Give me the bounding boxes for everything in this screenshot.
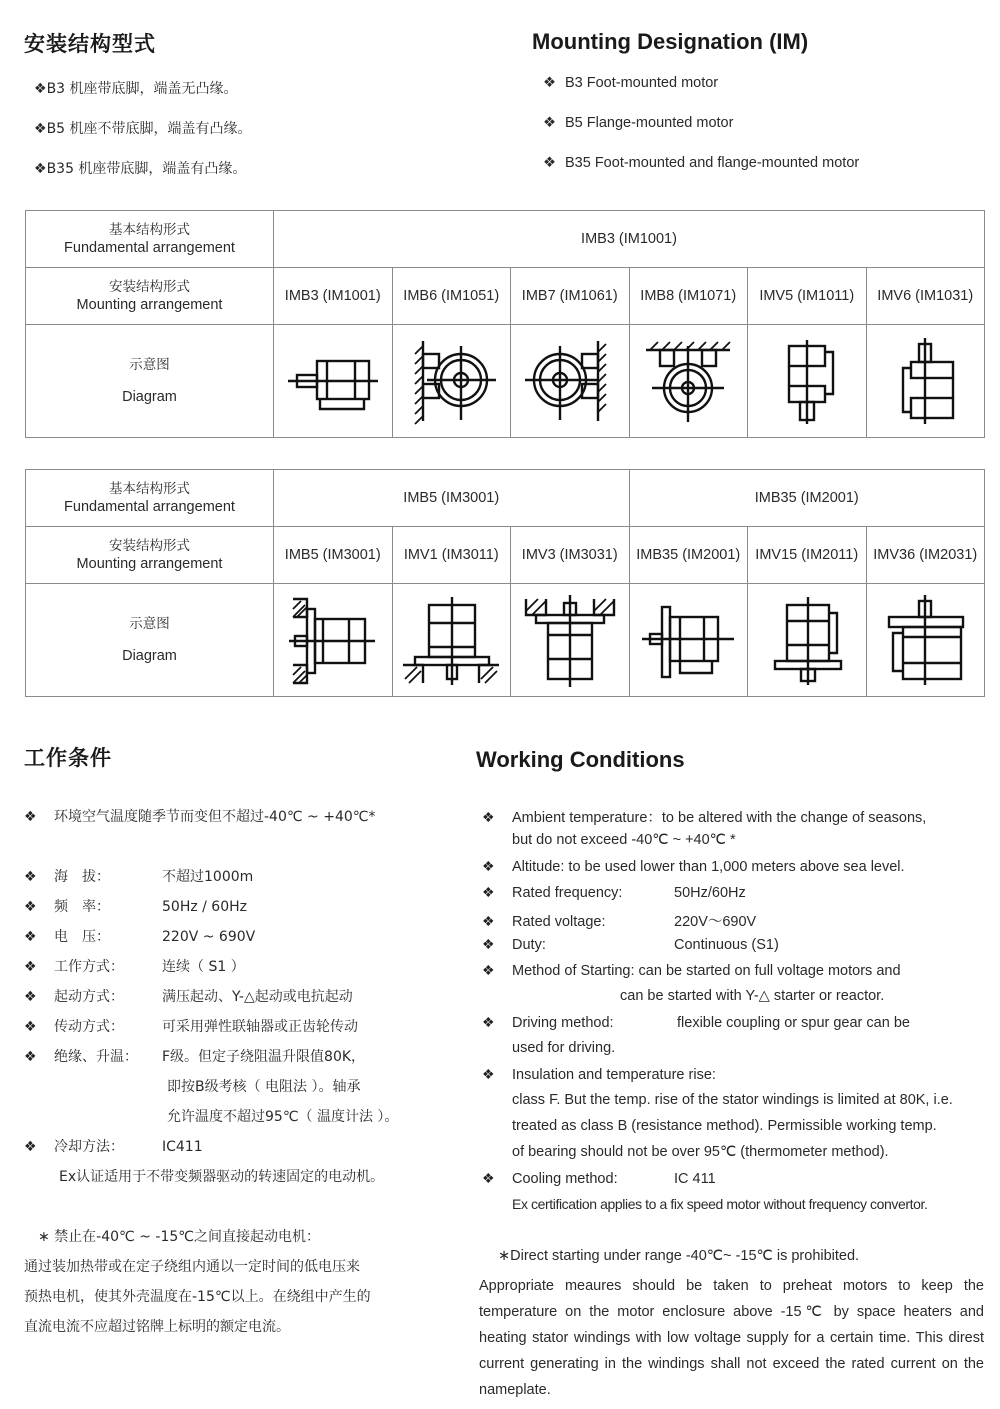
diagram-cell: [629, 325, 748, 438]
bullet-icon: ❖: [482, 884, 495, 900]
diagram-cell: [274, 584, 393, 697]
working-item-cn-continuation: 允许温度不超过95℃（ 温度计法 ）。: [167, 1109, 399, 1125]
bullet-icon: ❖: [482, 1014, 495, 1030]
bullet-icon: ❖: [24, 1139, 37, 1155]
bullet-icon: ❖: [24, 869, 37, 885]
note-text-en: Appropriate meaures should be taken to preheat motors to keep the temperature on the motor enclosure above -15℃ by space heaters and heating stator windings with low voltage supply for a certain time. This direst current generating in the windings shall not exceed the rated current on the nameplate.: [479, 1278, 984, 1398]
diagram-cell: [629, 584, 748, 697]
working-ambient-cn: ❖ 环境空气温度随季节而变但不超过-40℃ ~ +40℃*: [24, 809, 376, 825]
wall-mounted-right-motor-icon: [520, 336, 620, 426]
flange-mounted-horizontal-motor-icon: [283, 593, 383, 688]
note-title-en: ∗Direct starting under range -40℃~ -15℃ is prohibited.: [498, 1248, 860, 1264]
column-header: IMB8 (IM1071): [629, 268, 748, 325]
mounting-item-en: ❖ B3 Foot-mounted motor: [543, 75, 719, 91]
diagram-cell: [274, 325, 393, 438]
ceiling-mounted-motor-icon: [638, 336, 738, 426]
working-title-cn: 工作条件: [24, 746, 112, 770]
driving-en-cont: used for driving.: [512, 1040, 616, 1056]
column-header: IMB6 (IM1051): [392, 268, 511, 325]
mounting-title-en: Mounting Designation (IM): [532, 29, 809, 54]
working-item-cn: ❖ 电 压： 220V ~ 690V: [24, 929, 256, 945]
starting-en: ❖ Method of Starting: can be started on full voltage motors and: [482, 962, 901, 979]
vertical-shaft-down-motor-icon: [757, 336, 857, 426]
column-header: IMV5 (IM1011): [748, 268, 867, 325]
insulation-line-en: of bearing should not be over 95℃ (thermometer method).: [512, 1144, 889, 1160]
note-line-cn: 通过装加热带或在定子绕组内通以一定时间的低电压来: [24, 1259, 360, 1275]
bullet-icon: ❖: [24, 959, 37, 975]
column-header: IMB5 (IM3001): [274, 527, 393, 584]
foot-flange-vertical-down-motor-icon: [757, 593, 857, 688]
mounting-item-cn: ❖B3 机座带底脚，端盖无凸缘。: [34, 81, 238, 97]
flange-vertical-shaft-down-motor-icon: [401, 593, 501, 688]
diagram-cell: [392, 584, 511, 697]
column-header: IMV15 (IM2011): [748, 527, 867, 584]
mounting-label-cell: 安装结构形式 Mounting arrangement: [26, 527, 274, 584]
diagram-cell: [511, 325, 630, 438]
working-item-cn: ❖ 工作方式： 连续（ S1 ）: [24, 959, 245, 975]
mounting-item-cn: ❖B5 机座不带底脚，端盖有凸缘。: [34, 121, 252, 137]
mounting-item-cn: ❖B35 机座带底脚，端盖有凸缘。: [34, 161, 247, 177]
cooling-en: ❖ Cooling method: IC 411: [482, 1170, 716, 1187]
bullet-icon: ❖: [482, 809, 495, 825]
frequency-en: ❖ Rated frequency: 50Hz/60Hz: [482, 884, 746, 901]
flange-vertical-shaft-up-motor-icon: [520, 593, 620, 688]
bullet-icon: ❖: [482, 936, 495, 952]
diagram-cell: [748, 325, 867, 438]
bullet-icon: ❖: [34, 121, 47, 137]
altitude-en: ❖ Altitude: to be used lower than 1,000 meters above sea level.: [482, 858, 905, 875]
column-header: IMB7 (IM1061): [511, 268, 630, 325]
working-item-cn: ❖ 传动方式： 可采用弹性联轴器或正齿轮传动: [24, 1019, 358, 1035]
working-title-en: Working Conditions: [476, 747, 685, 772]
foot-flange-vertical-up-motor-icon: [875, 593, 975, 688]
column-header: IMV1 (IM3011): [392, 527, 511, 584]
group-header: IMB3 (IM1001): [274, 211, 985, 268]
mounting-item-en: ❖ B5 Flange-mounted motor: [543, 115, 734, 131]
column-header: IMV6 (IM1031): [866, 268, 985, 325]
group-header: IMB35 (IM2001): [629, 470, 985, 527]
working-item-cn: ❖ 冷却方法： IC411: [24, 1139, 203, 1155]
bullet-icon: ❖: [24, 989, 37, 1005]
bullet-icon: ❖: [482, 1170, 495, 1186]
bullet-icon: ❖: [482, 1066, 495, 1082]
mounting-label-cell: 安装结构形式 Mounting arrangement: [26, 268, 274, 325]
bullet-icon: ❖: [482, 858, 495, 874]
note-line-cn: 直流电流不应超过铭牌上标明的额定电流。: [24, 1319, 290, 1335]
bullet-icon: ❖: [24, 809, 37, 825]
group-header: IMB5 (IM3001): [274, 470, 630, 527]
fundamental-label-cell: 基本结构形式 Fundamental arrangement: [26, 470, 274, 527]
column-header: IMV3 (IM3031): [511, 527, 630, 584]
ambient-en: ❖ Ambient temperature：to be altered with the change of seasons,: [482, 809, 927, 826]
diagram-cell: [392, 325, 511, 438]
diagram-cell: [511, 584, 630, 697]
bullet-icon: ❖: [543, 115, 556, 131]
diagram-label-cell: 示意图 Diagram: [26, 325, 274, 438]
column-header: IMB35 (IM2001): [629, 527, 748, 584]
diagram-cell: [866, 325, 985, 438]
working-item-cn: ❖ 起动方式： 满压起动、Y-△起动或电抗起动: [24, 989, 353, 1005]
bullet-icon: ❖: [482, 962, 495, 978]
wall-mounted-left-motor-icon: [401, 336, 501, 426]
bullet-icon: ❖: [24, 1019, 37, 1035]
starting-en-cont: can be started with Y-△ starter or reactor.: [620, 988, 885, 1004]
bullet-icon: ❖: [24, 899, 37, 915]
working-item-cn-continuation: 即按B级考核（ 电阻法 ）。轴承: [167, 1079, 361, 1095]
vertical-shaft-up-motor-icon: [875, 336, 975, 426]
driving-en: ❖ Driving method: flexible coupling or spur gear can be: [482, 1014, 910, 1031]
working-item-cn: ❖ 频 率： 50Hz / 60Hz: [24, 899, 247, 915]
note-title-cn: ∗ 禁止在-40℃ ~ -15℃之间直接起动电机：: [38, 1229, 320, 1245]
duty-en: ❖ Duty: Continuous (S1): [482, 936, 779, 953]
foot-mounted-horizontal-motor-icon: [283, 341, 383, 421]
column-header: IMV36 (IM2031): [866, 527, 985, 584]
insulation-en: ❖ Insulation and temperature rise:: [482, 1066, 716, 1083]
insulation-line-en: class F. But the temp. rise of the stator windings is limited at 80K, i.e.: [512, 1092, 953, 1108]
ex-note-cn: Ex认证适用于不带变频器驱动的转速固定的电动机。: [59, 1169, 385, 1185]
bullet-icon: ❖: [24, 1049, 37, 1065]
bullet-icon: ❖: [34, 81, 47, 97]
bullet-icon: ❖: [543, 75, 556, 91]
ex-note-en: Ex certification applies to a fix speed motor without frequency convertor.: [512, 1196, 928, 1212]
voltage-en: ❖ Rated voltage: 220V～690V: [482, 913, 757, 930]
diagram-label-cell: 示意图 Diagram: [26, 584, 274, 697]
note-line-cn: 预热电机，使其外壳温度在-15℃以上。在绕组中产生的: [24, 1289, 371, 1305]
insulation-line-en: treated as class B (resistance method). Permissible working temp.: [512, 1118, 937, 1134]
working-item-cn: ❖ 绝缘、升温： F级。但定子绕阻温升限值80K，: [24, 1049, 366, 1065]
working-item-cn: ❖ 海 拔： 不超过1000m: [24, 869, 254, 885]
bullet-icon: ❖: [34, 161, 47, 177]
bullet-icon: ❖: [482, 913, 495, 929]
bullet-icon: ❖: [24, 929, 37, 945]
fundamental-label-cell: 基本结构形式 Fundamental arrangement: [26, 211, 274, 268]
ambient-en-cont: but do not exceed -40℃ ~ +40℃ *: [512, 832, 736, 848]
foot-flange-horizontal-motor-icon: [638, 593, 738, 688]
mounting-table-flange: [25, 469, 985, 697]
mounting-table-foot: [25, 210, 985, 438]
bullet-icon: ❖: [543, 155, 556, 171]
column-header: IMB3 (IM1001): [274, 268, 393, 325]
diagram-cell: [866, 584, 985, 697]
mounting-item-en: ❖ B35 Foot-mounted and flange-mounted motor: [543, 155, 860, 171]
diagram-cell: [748, 584, 867, 697]
mounting-title-cn: 安装结构型式: [24, 32, 156, 56]
